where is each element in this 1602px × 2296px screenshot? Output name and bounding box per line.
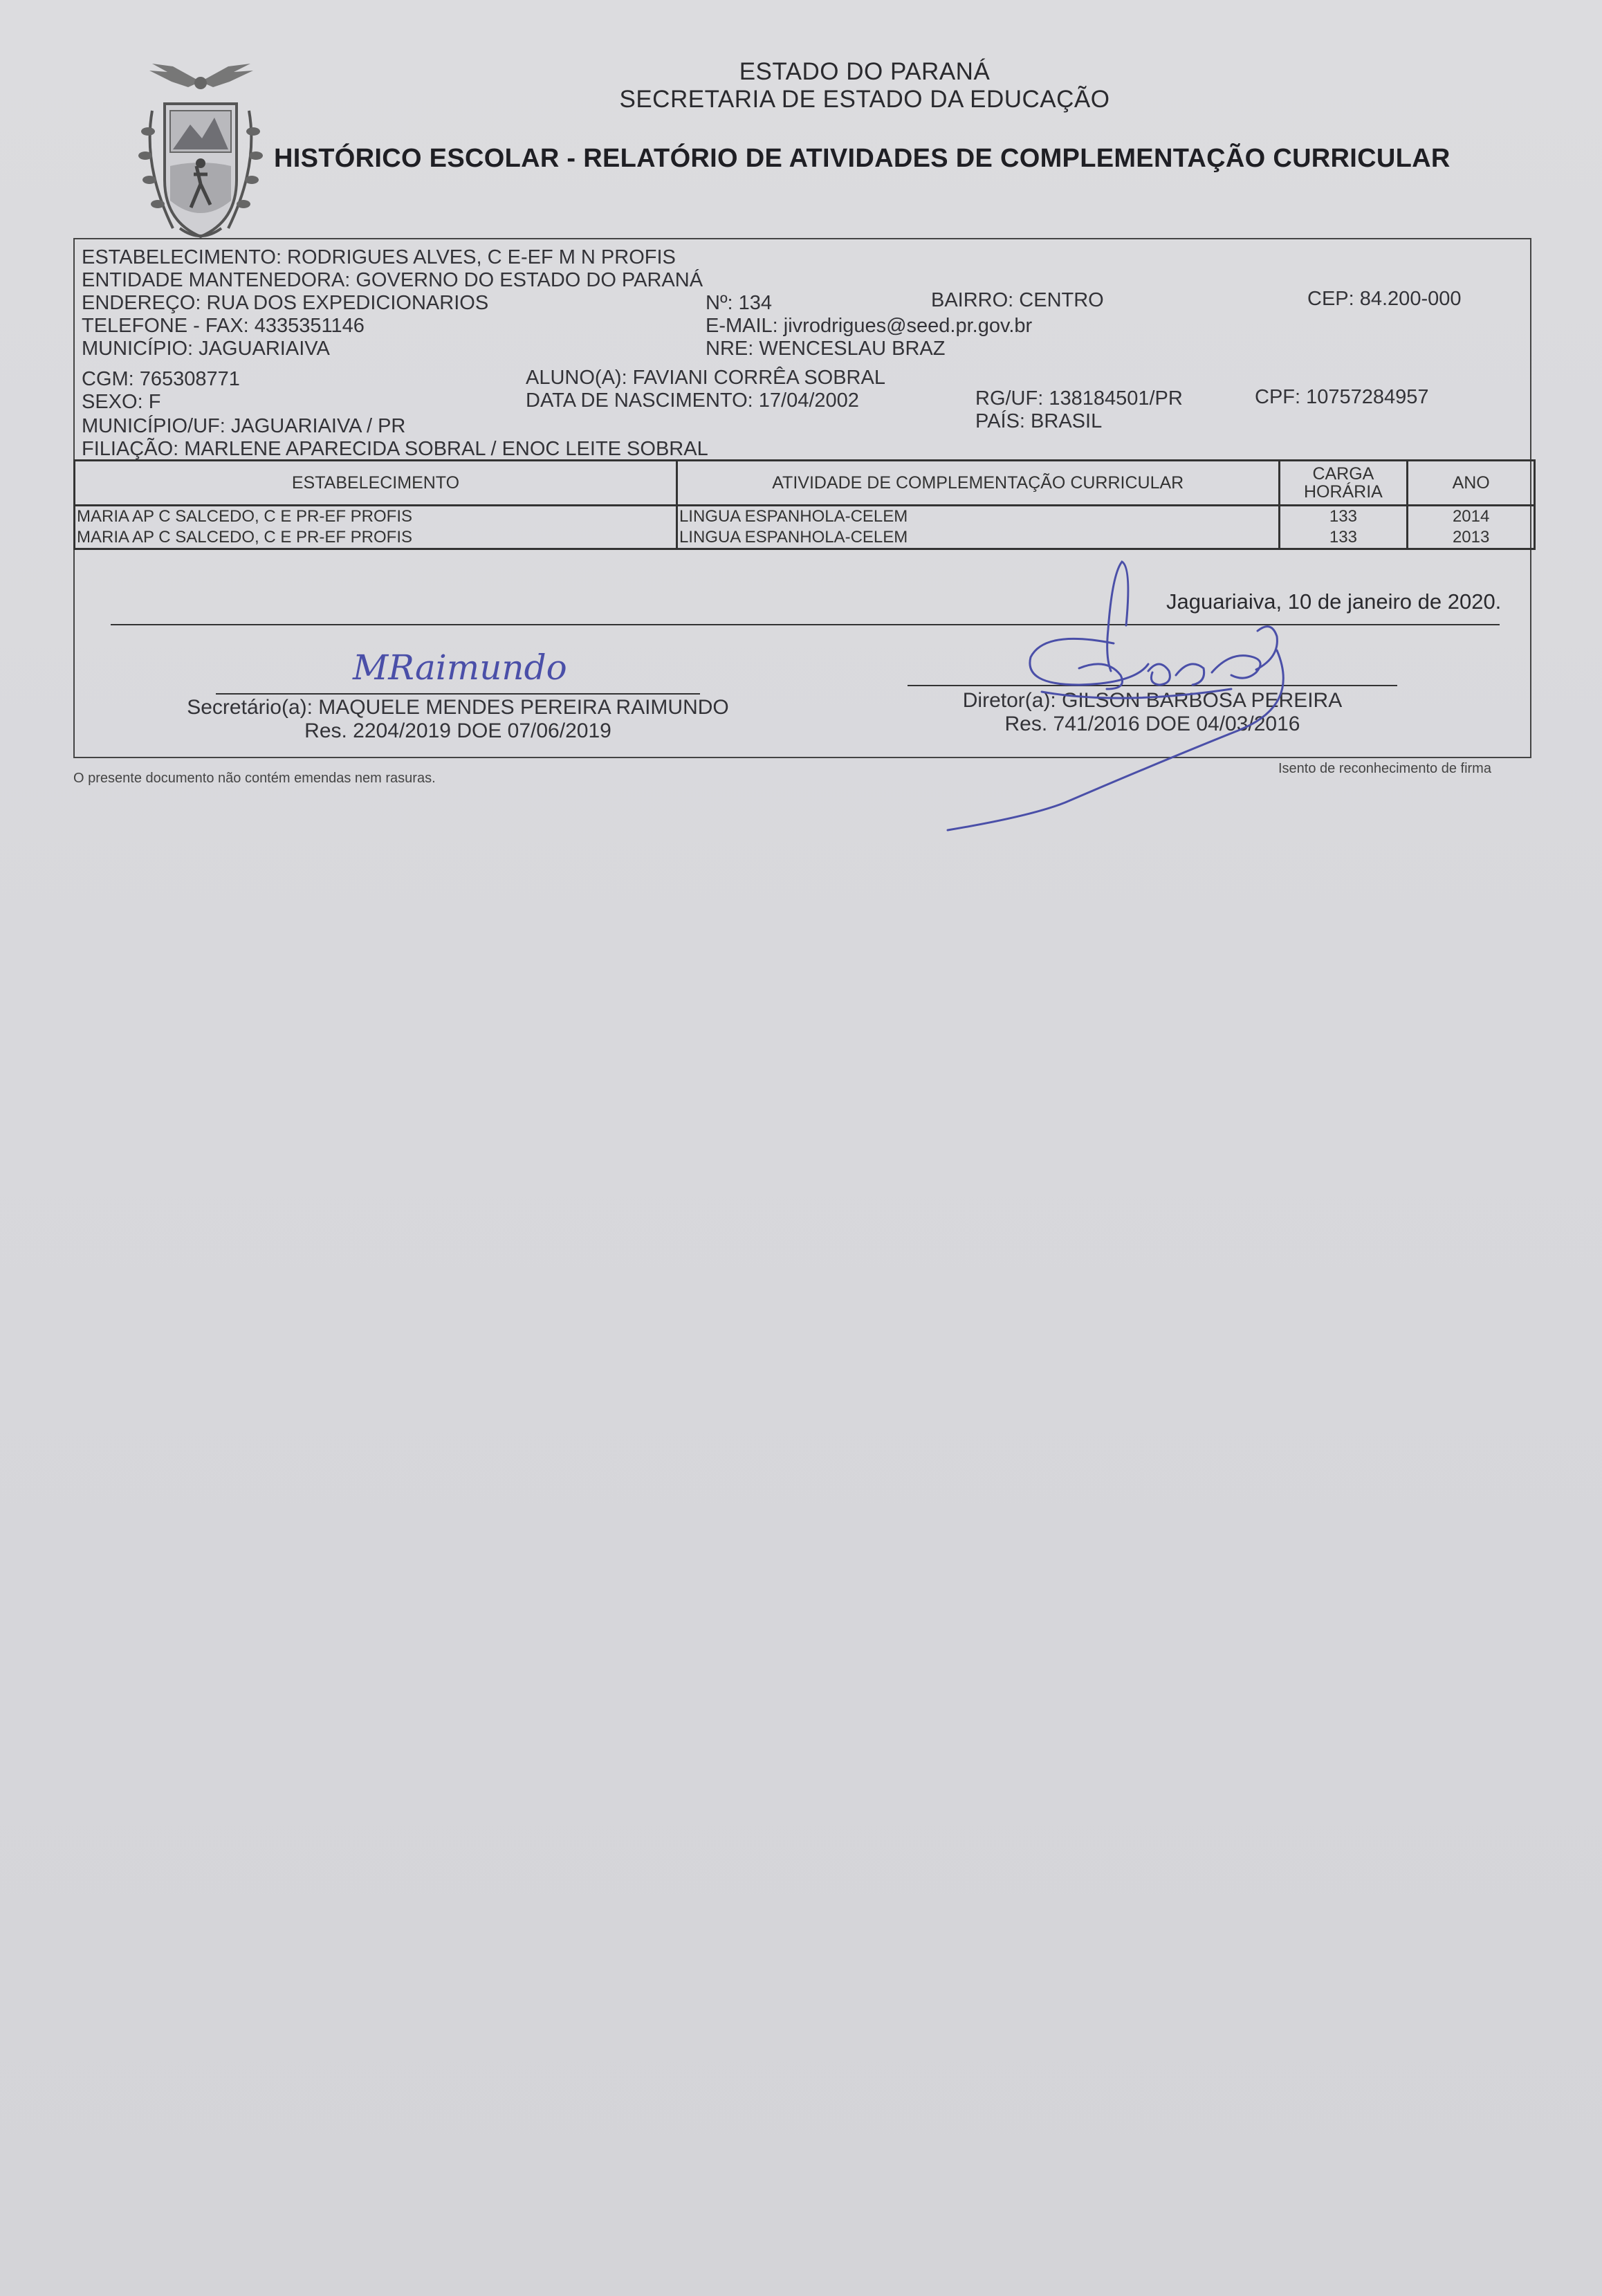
director-name: Diretor(a): GILSON BARBOSA PEREIRA (962, 689, 1343, 712)
col-header-hours (1279, 461, 1408, 506)
director-resolution: Res. 741/2016 DOE 04/03/2016 (1004, 713, 1300, 735)
secretary-handwritten-signature: MRaimundo (353, 648, 567, 688)
sex-line: SEXO: F (82, 391, 161, 413)
city-line: MUNICÍPIO: JAGUARIAIVA (82, 338, 330, 360)
table-row (75, 506, 1535, 549)
secretary-resolution: Res. 2204/2019 DOE 07/06/2019 (304, 719, 611, 742)
issue-date: Jaguariaiva, 10 de janeiro de 2020. (1166, 589, 1502, 614)
hours-value: 133 (1329, 507, 1357, 526)
establishment-line: ESTABELECIMENTO: RODRIGUES ALVES, C E-EF M N PROFIS (82, 246, 676, 268)
parents-line: FILIAÇÃO: MARLENE APARECIDA SOBRAL / ENOC LEITE SOBRAL (82, 438, 708, 460)
city-uf-line: MUNICÍPIO/UF: JAGUARIAIVA / PR (82, 415, 406, 437)
establishment-value: MARIA AP C SALCEDO, C E PR-EF PROFIS (77, 507, 413, 526)
activities-table (73, 459, 1536, 550)
activity-cell (676, 506, 1279, 549)
table-header-row (75, 461, 1535, 506)
rg-line: RG/UF: 138184501/PR (975, 387, 1183, 410)
parana-coat-of-arms-icon (125, 62, 277, 249)
establishment-cell (75, 506, 677, 549)
entity-line: ENTIDADE MANTENEDORA: GOVERNO DO ESTADO DO PARANÁ (82, 269, 703, 291)
phone-line: TELEFONE - FAX: 4335351146 (82, 315, 365, 337)
birth-date: DATA DE NASCIMENTO: 17/04/2002 (526, 389, 859, 412)
col-header-hours-line1: CARGA (1312, 464, 1374, 484)
col-header-establishment: ESTABELECIMENTO (75, 461, 677, 506)
address-number: Nº: 134 (706, 292, 773, 314)
col-header-year: ANO (1408, 461, 1535, 506)
zip-line: CEP: 84.200-000 (1307, 288, 1462, 310)
year-value: 2013 (1452, 528, 1490, 547)
email-line: E-MAIL: jivrodrigues@seed.pr.gov.br (706, 315, 1033, 337)
address-line: ENDEREÇO: RUA DOS EXPEDICIONARIOS (82, 292, 489, 314)
district-line: BAIRRO: CENTRO (931, 289, 1104, 311)
activity-value: LINGUA ESPANHOLA-CELEM (679, 507, 908, 526)
footer-note-right: Isento de reconhecimento de firma (1278, 761, 1491, 776)
country-line: PAÍS: BRASIL (975, 410, 1103, 432)
footer-note-left: O presente documento não contém emendas nem rasuras. (73, 771, 436, 786)
state-name: ESTADO DO PARANÁ (739, 58, 991, 85)
col-header-hours-line2: HORÁRIA (1303, 482, 1383, 502)
establishment-value: MARIA AP C SALCEDO, C E PR-EF PROFIS (77, 528, 413, 547)
student-name: ALUNO(A): FAVIANI CORRÊA SOBRAL (526, 367, 885, 389)
nre-line: NRE: WENCESLAU BRAZ (706, 338, 946, 360)
activity-value: LINGUA ESPANHOLA-CELEM (679, 528, 908, 547)
director-signature-icon (941, 553, 1328, 830)
secretary-signature-rule (216, 693, 700, 695)
hours-cell (1279, 506, 1408, 549)
year-cell (1408, 506, 1535, 549)
secretariat-name: SECRETARIA DE ESTADO DA EDUCAÇÃO (619, 86, 1110, 113)
cgm-line: CGM: 765308771 (82, 368, 240, 390)
secretary-name: Secretário(a): MAQUELE MENDES PEREIRA RAIMUNDO (187, 696, 729, 719)
cpf-line: CPF: 10757284957 (1255, 386, 1429, 408)
document-title: HISTÓRICO ESCOLAR - RELATÓRIO DE ATIVIDADES DE COMPLEMENTAÇÃO CURRICULAR (274, 144, 1451, 173)
col-header-activity: ATIVIDADE DE COMPLEMENTAÇÃO CURRICULAR (676, 461, 1279, 506)
hours-value: 133 (1329, 528, 1357, 547)
year-value: 2014 (1452, 507, 1490, 526)
